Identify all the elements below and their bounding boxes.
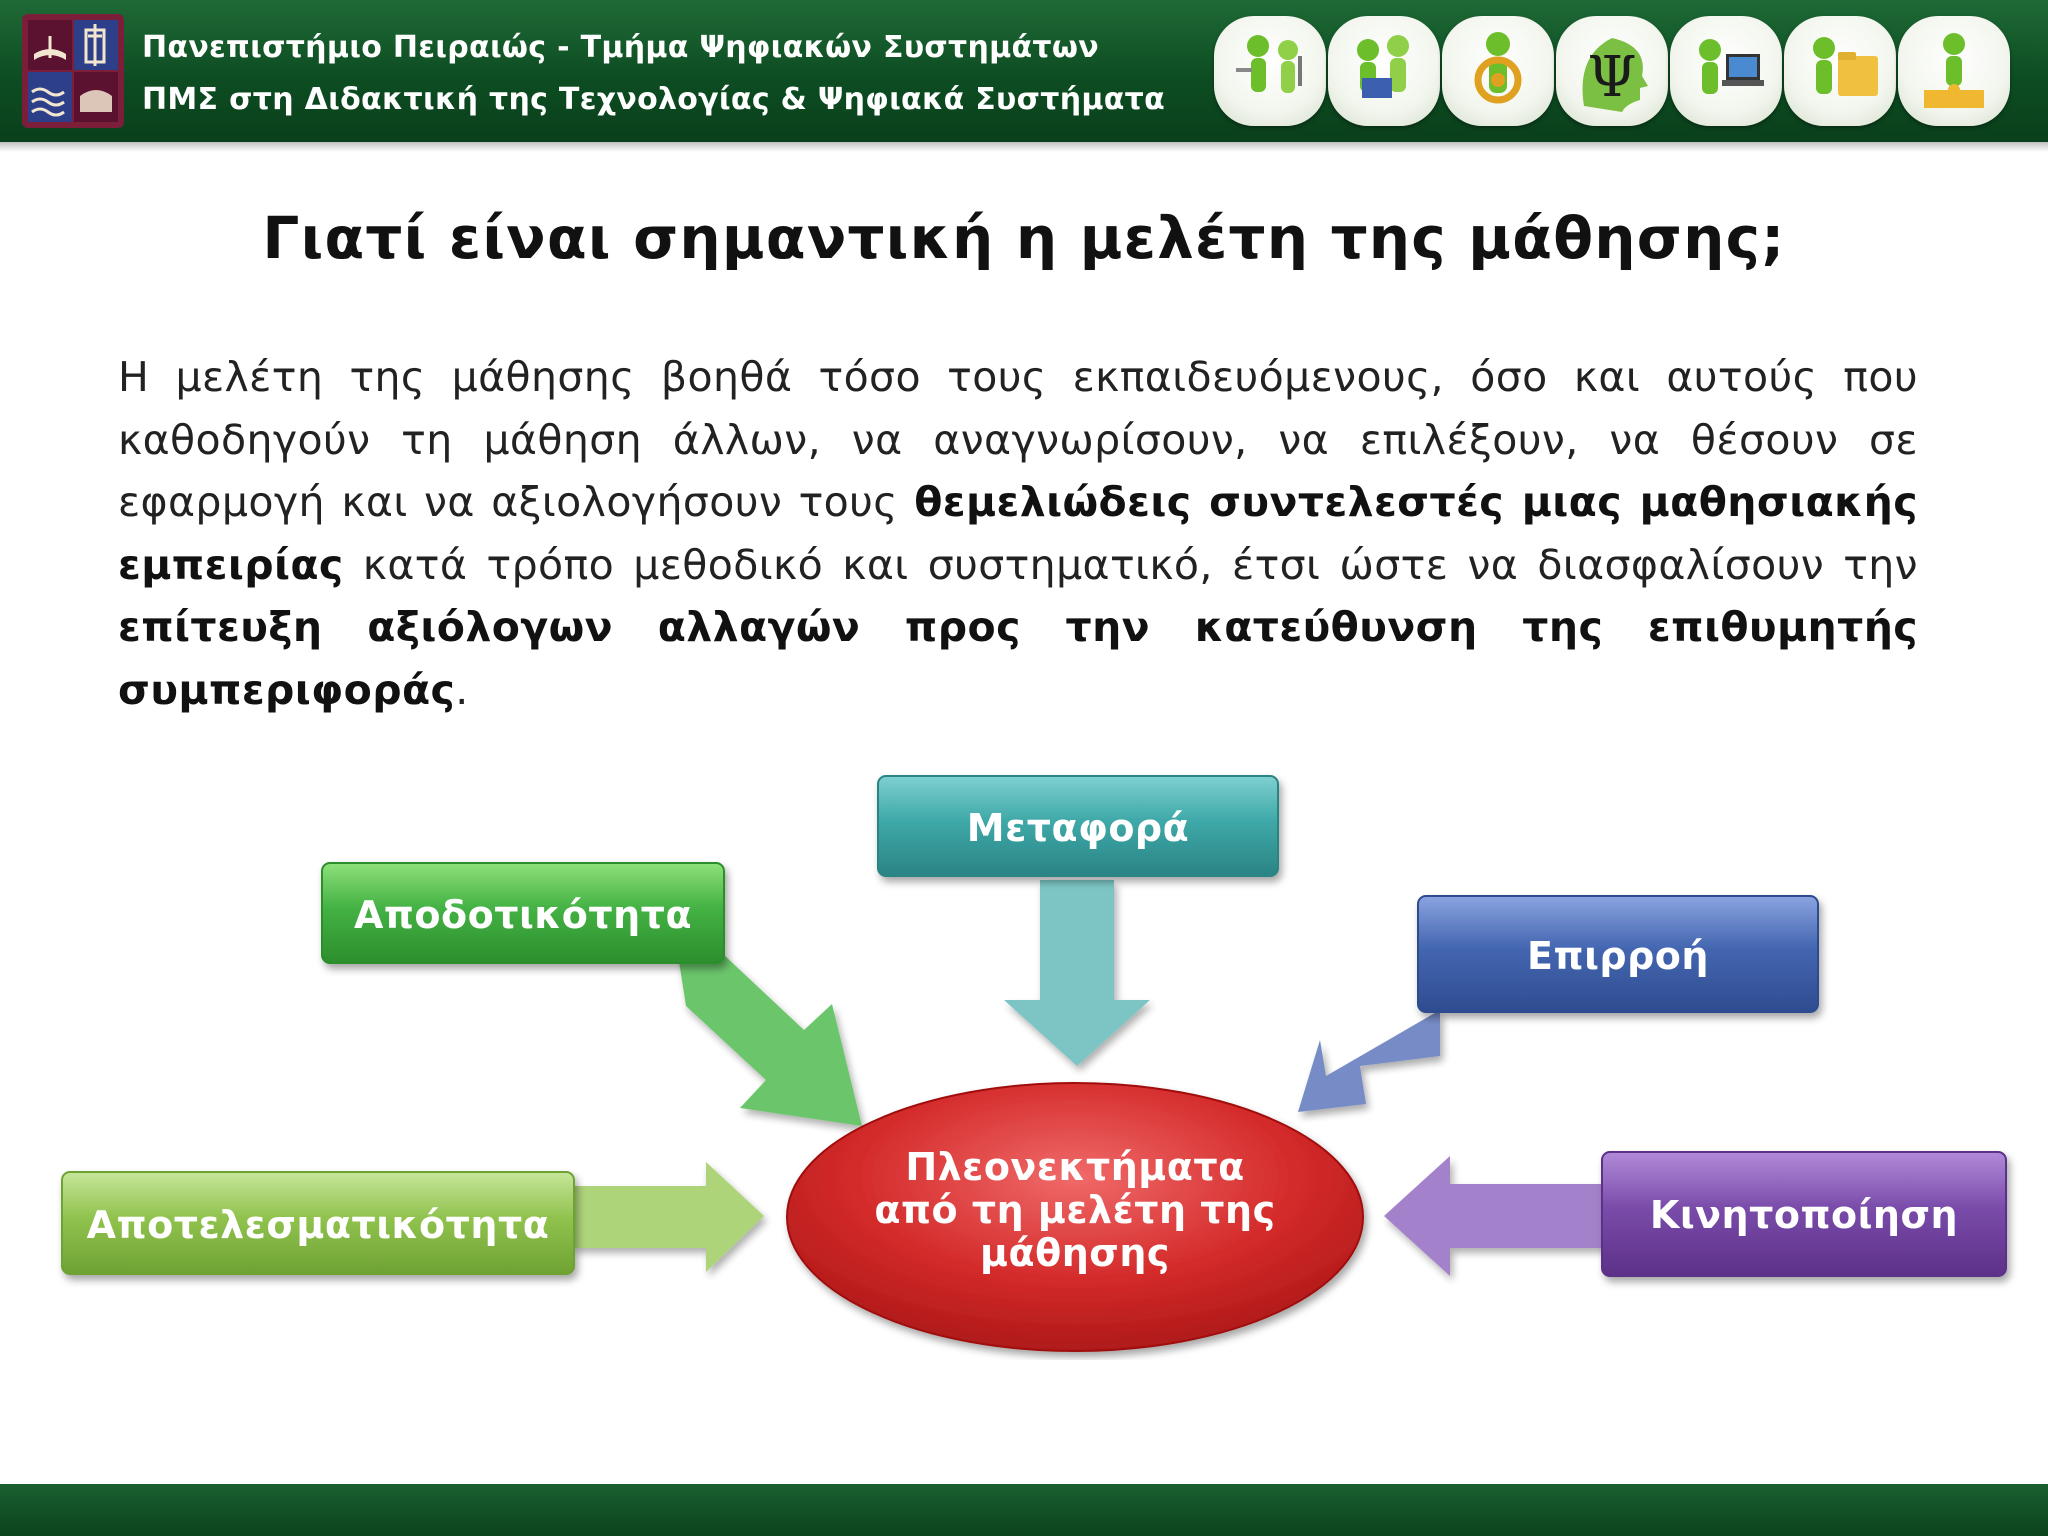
body-bold-1: θεμελιώδεις συντελεστές μιας μαθησιακής εμπειρίας xyxy=(118,478,1918,589)
box-kinitopoiisi xyxy=(1602,1152,2006,1276)
figure-at-symbol-icon xyxy=(1442,16,1554,126)
box-metafora xyxy=(878,776,1278,876)
box-apodotikotita-label: Αποδοτικότητα xyxy=(353,893,693,937)
header-shadow xyxy=(0,142,2048,152)
body-text-2: κατά τρόπο μεθοδικό και συστηματικό, έτσι ώστε να διασφαλίσουν την xyxy=(343,540,1918,589)
center-ellipse xyxy=(787,1083,1363,1351)
benefits-diagram xyxy=(0,760,2048,1360)
arrow-apotelesmatikotita xyxy=(572,1162,764,1272)
footer-bar xyxy=(0,1484,2048,1536)
body-bold-2: επίτευξη αξιόλογων αλλαγών προς την κατεύθυνση της επιθυμητής συμπεριφοράς xyxy=(118,603,1918,714)
box-metafora-label: Μεταφορά xyxy=(966,806,1190,850)
center-label-line1: Πλεονεκτήματα xyxy=(905,1145,1245,1189)
header-bar xyxy=(0,0,2048,142)
arrow-apodotikotita xyxy=(678,955,862,1126)
box-kinitopoiisi-label: Κινητοποίηση xyxy=(1649,1193,1959,1237)
figure-laptop-icon xyxy=(1670,16,1782,126)
header-institution: Πανεπιστήμιο Πειραιώς - Τμήμα Ψηφιακών Συστημάτων xyxy=(142,30,1099,65)
header-icon-strip xyxy=(1214,12,2034,130)
header-program: ΠΜΣ στη Διδακτική της Τεχνολογίας & Ψηφιακά Συστήματα xyxy=(142,82,1165,117)
body-paragraph xyxy=(118,346,1918,721)
box-apotelesmatikotita-label: Αποτελεσματικότητα xyxy=(86,1203,550,1247)
body-text-3: . xyxy=(455,665,469,714)
center-label-line2: από τη μελέτη της xyxy=(874,1188,1276,1232)
arrow-kinitopoiisi xyxy=(1384,1156,1612,1276)
figures-with-tools-icon xyxy=(1214,16,1326,126)
slide-title: Γιατί είναι σημαντική η μελέτη της μάθησης; xyxy=(262,204,1786,272)
center-label-line3: μάθησης xyxy=(980,1231,1170,1275)
arrow-epirroi xyxy=(1298,1010,1440,1112)
figure-folder-icon xyxy=(1784,16,1896,126)
box-apotelesmatikotita xyxy=(62,1172,574,1274)
arrow-metafora xyxy=(1004,880,1150,1066)
svg-text:Ψ: Ψ xyxy=(1587,45,1637,110)
university-logo-icon xyxy=(22,14,124,128)
figure-puzzle-icon xyxy=(1898,16,2010,126)
box-epirroi-label: Επιρροή xyxy=(1527,934,1709,978)
body-text-1: Η μελέτη της μάθησης βοηθά τόσο τους εκπαιδευόμενους, όσο και αυτούς που καθοδηγούν τη μάθηση άλλων, να αναγνωρίσουν, να επιλέξουν, να θέσουν σε εφαρμογή και να αξιολογήσουν τους xyxy=(118,353,1918,526)
figures-reading-icon xyxy=(1328,16,1440,126)
box-epirroi xyxy=(1418,896,1818,1012)
box-apodotikotita xyxy=(322,863,724,963)
psi-head-icon xyxy=(1556,16,1668,126)
